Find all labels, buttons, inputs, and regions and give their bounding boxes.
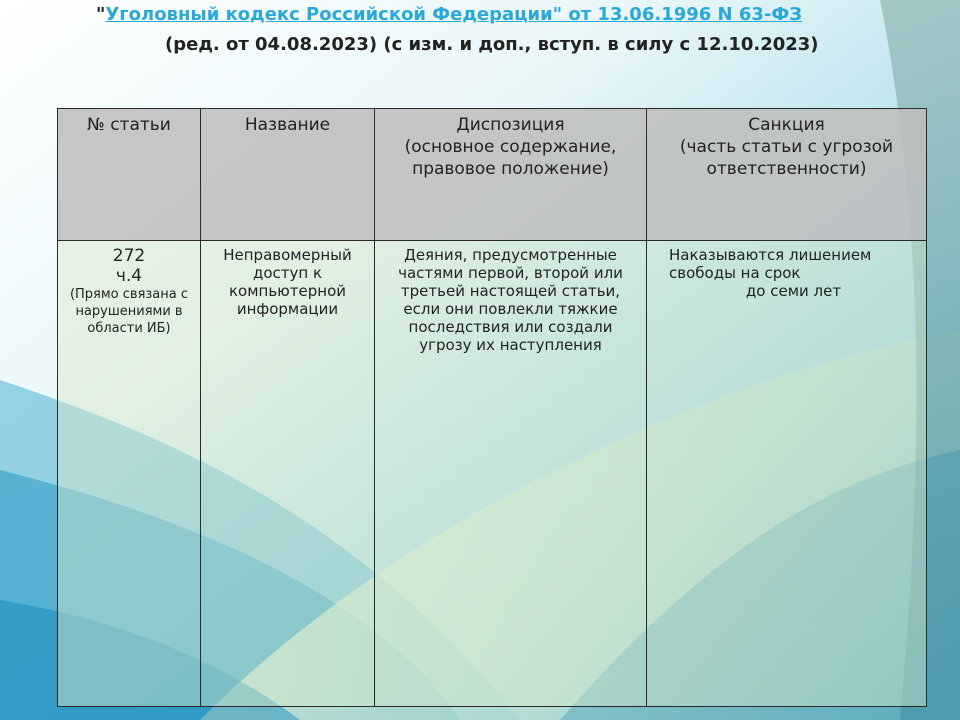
article-part: ч.4: [115, 266, 143, 286]
header-sanction-sub2: ответственности): [706, 159, 867, 179]
cell-disposition: [375, 241, 647, 707]
header-article-number: [58, 109, 201, 241]
article-number: 272: [112, 246, 146, 266]
header-name: [201, 109, 375, 241]
sanction-line3: до семи лет: [745, 282, 842, 300]
article-name: Неправомерный доступ к компьютерной информации: [223, 246, 352, 318]
header-disposition-sub2: правовое положение): [412, 159, 609, 179]
header-sanction: [647, 109, 927, 241]
law-title-link[interactable]: Уголовный кодекс Российской Федерации" от 13.06.1996 N 63-ФЗ: [105, 4, 803, 25]
table-header-row: [58, 109, 927, 241]
article-note: (Прямо связана с нарушениями в области ИБ): [69, 287, 189, 336]
header-sanction-title: Санкция: [748, 115, 825, 135]
header-disposition: [375, 109, 647, 241]
cell-name: [201, 241, 375, 707]
header-disposition-title: Диспозиция: [456, 115, 565, 135]
slide-title-line2: (ред. от 04.08.2023) (с изм. и доп., вступ. в силу с 12.10.2023): [165, 34, 819, 55]
law-table: [57, 108, 927, 707]
sanction-line2: свободы на срок: [669, 264, 801, 282]
header-name-label: Название: [244, 115, 331, 135]
sanction-line1: Наказываются лишением: [669, 246, 872, 264]
cell-article-number: [58, 241, 201, 707]
title-quote: ": [96, 4, 106, 25]
slide-title-line1: [96, 4, 802, 25]
header-sanction-sub1: (часть статьи с угрозой: [679, 137, 894, 157]
article-disposition: Деяния, предусмотренные частями первой, второй или третьей настоящей статьи, если они повлекли тяжкие последствия или создали угрозу их наступления: [398, 246, 623, 354]
header-disposition-sub1: (основное содержание,: [404, 137, 617, 157]
table-row: [58, 241, 927, 707]
header-article-number-label: № статьи: [87, 115, 171, 135]
cell-sanction: [647, 241, 927, 707]
